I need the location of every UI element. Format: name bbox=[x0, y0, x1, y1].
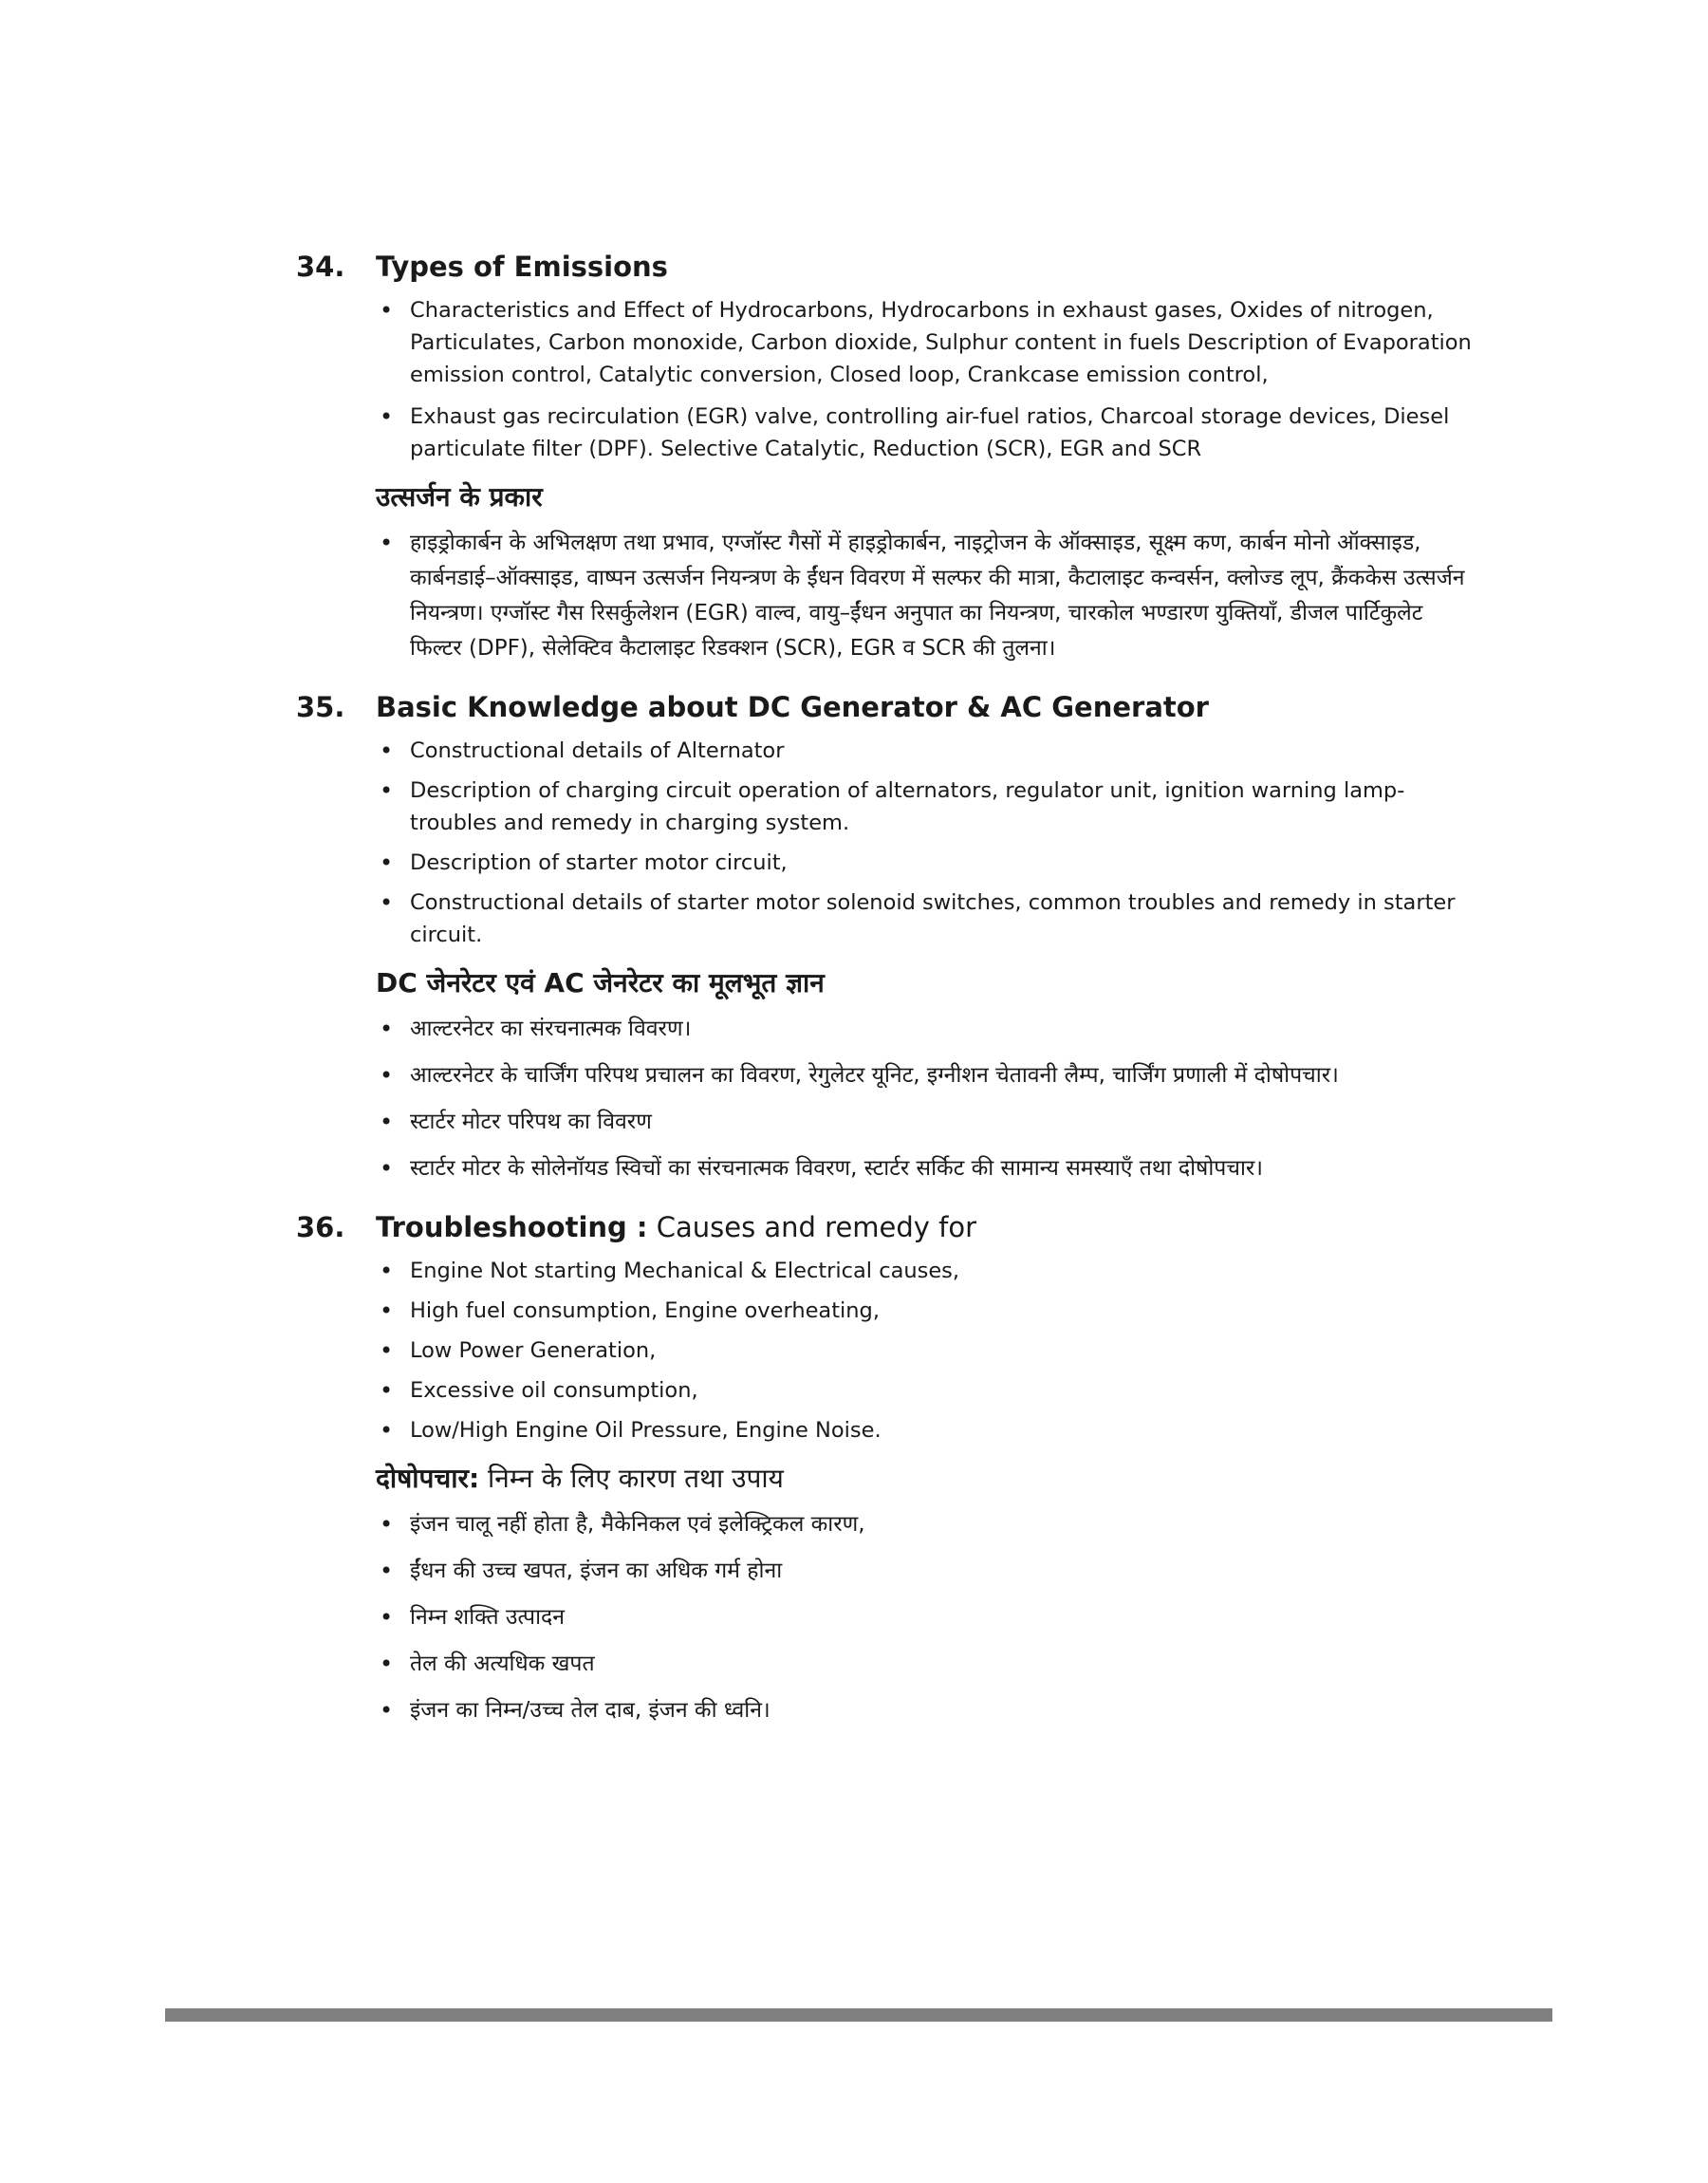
hindi-subheading-bold: दोषोपचार: bbox=[376, 1463, 480, 1494]
section-title-suffix: Causes and remedy for bbox=[647, 1211, 977, 1243]
list-item: • Low Power Generation, bbox=[376, 1334, 1473, 1367]
section-35 bbox=[296, 691, 1473, 1186]
list-item: • स्टार्टर मोटर परिपथ का विवरण bbox=[376, 1105, 1473, 1140]
section-body bbox=[376, 294, 1473, 666]
section-number: 36. bbox=[296, 1211, 345, 1243]
list-item: • Excessive oil consumption, bbox=[376, 1374, 1473, 1407]
list-item: • आल्टरनेटर का संरचनात्मक विवरण। bbox=[376, 1012, 1473, 1047]
section-title-bold: Troubleshooting : bbox=[376, 1211, 648, 1243]
list-item: • निम्न शक्ति उत्पादन bbox=[376, 1600, 1473, 1635]
list-item: • Low/High Engine Oil Pressure, Engine Noise. bbox=[376, 1414, 1473, 1446]
list-item: • हाइड्रोकार्बन के अभिलक्षण तथा प्रभाव, एग्जॉस्ट गैसों में हाइड्रोकार्बन, नाइट्रोजन के ऑक्साइड, सूक्ष्म कण, कार्बन मोनो ऑक्साइड, कार्बनडाई–ऑक्साइड, वाष्पन उत्सर्जन नियन्त्रण के ईंधन विवरण में सल्फर की मात्रा, कैटालाइट कन्वर्सन, क्लोज्ड लूप, क्रैंककेस उत्सर्जन नियन्त्रण। एग्जॉस्ट गैस रिसर्कुलेशन (EGR) वाल्व, वायु–ईंधन अनुपात का नियन्त्रण, चारकोल भण्डारण युक्तियाँ, डीजल पार्टिकुलेट फिल्टर (DPF), सेलेक्टिव कैटालाइट रिडक्शन (SCR), EGR व SCR की तुलना। bbox=[376, 526, 1473, 666]
page-content bbox=[296, 251, 1473, 1753]
section-heading bbox=[296, 251, 1473, 283]
list-item: • Characteristics and Effect of Hydrocarbons, Hydrocarbons in exhaust gases, Oxides of nitrogen, Particulates, Carbon monoxide, Carbon dioxide, Sulphur content in fuels Description of Evaporation emission control, Catalytic conversion, Closed loop, Crankcase emission control, bbox=[376, 294, 1473, 391]
list-item: • इंजन चालू नहीं होता है, मैकेनिकल एवं इलेक्ट्रिकल कारण, bbox=[376, 1507, 1473, 1542]
hindi-subheading: उत्सर्जन के प्रकार bbox=[376, 481, 543, 513]
section-heading bbox=[296, 691, 1473, 723]
section-body bbox=[376, 735, 1473, 1186]
english-bullet-list bbox=[376, 294, 1473, 465]
list-item: • स्टार्टर मोटर के सोलेनॉयड स्विचों का संरचनात्मक विवरण, स्टार्टर सर्किट की सामान्य समस्याएँ तथा दोषोपचार। bbox=[376, 1151, 1473, 1186]
english-bullet-list bbox=[376, 735, 1473, 951]
list-item: • Description of charging circuit operation of alternators, regulator unit, ignition warning lamp-troubles and remedy in charging system. bbox=[376, 774, 1473, 839]
section-number: 35. bbox=[296, 691, 345, 723]
hindi-subheading-suffix: निम्न के लिए कारण तथा उपाय bbox=[479, 1463, 784, 1494]
section-number: 34. bbox=[296, 251, 345, 283]
list-item: • Exhaust gas recirculation (EGR) valve, controlling air-fuel ratios, Charcoal storage devices, Diesel particulate filter (DPF). Selective Catalytic, Reduction (SCR), EGR and SCR bbox=[376, 401, 1473, 465]
list-item: • तेल की अत्यधिक खपत bbox=[376, 1647, 1473, 1682]
hindi-subheading bbox=[376, 1460, 1473, 1496]
hindi-bullet-list bbox=[376, 1012, 1473, 1186]
hindi-bullet-list bbox=[376, 1507, 1473, 1728]
section-title: Basic Knowledge about DC Generator & AC Generator bbox=[376, 691, 1209, 723]
list-item: • आल्टरनेटर के चार्जिंग परिपथ प्रचालन का विवरण, रेगुलेटर यूनिट, इग्नीशन चेतावनी लैम्प, चार्जिंग प्रणाली में दोषोपचार। bbox=[376, 1058, 1473, 1093]
footer-divider bbox=[165, 2008, 1552, 2022]
section-34 bbox=[296, 251, 1473, 666]
hindi-subheading: DC जेनरेटर एवं AC जेनरेटर का मूलभूत ज्ञान bbox=[376, 967, 825, 998]
section-title bbox=[376, 1211, 976, 1243]
hindi-bullet-list bbox=[376, 526, 1473, 666]
section-title: Types of Emissions bbox=[376, 251, 668, 283]
list-item: • ईंधन की उच्च खपत, इंजन का अधिक गर्म होना bbox=[376, 1554, 1473, 1589]
list-item: • Constructional details of Alternator bbox=[376, 735, 1473, 767]
section-heading bbox=[296, 1211, 1473, 1243]
list-item: • High fuel consumption, Engine overheating, bbox=[376, 1295, 1473, 1327]
list-item: • Description of starter motor circuit, bbox=[376, 847, 1473, 879]
section-body bbox=[376, 1255, 1473, 1728]
list-item: • Engine Not starting Mechanical & Electrical causes, bbox=[376, 1255, 1473, 1287]
english-bullet-list bbox=[376, 1255, 1473, 1446]
list-item: • इंजन का निम्न/उच्च तेल दाब, इंजन की ध्वनि। bbox=[376, 1693, 1473, 1728]
list-item: • Constructional details of starter motor solenoid switches, common troubles and remedy in starter circuit. bbox=[376, 886, 1473, 951]
section-36 bbox=[296, 1211, 1473, 1728]
